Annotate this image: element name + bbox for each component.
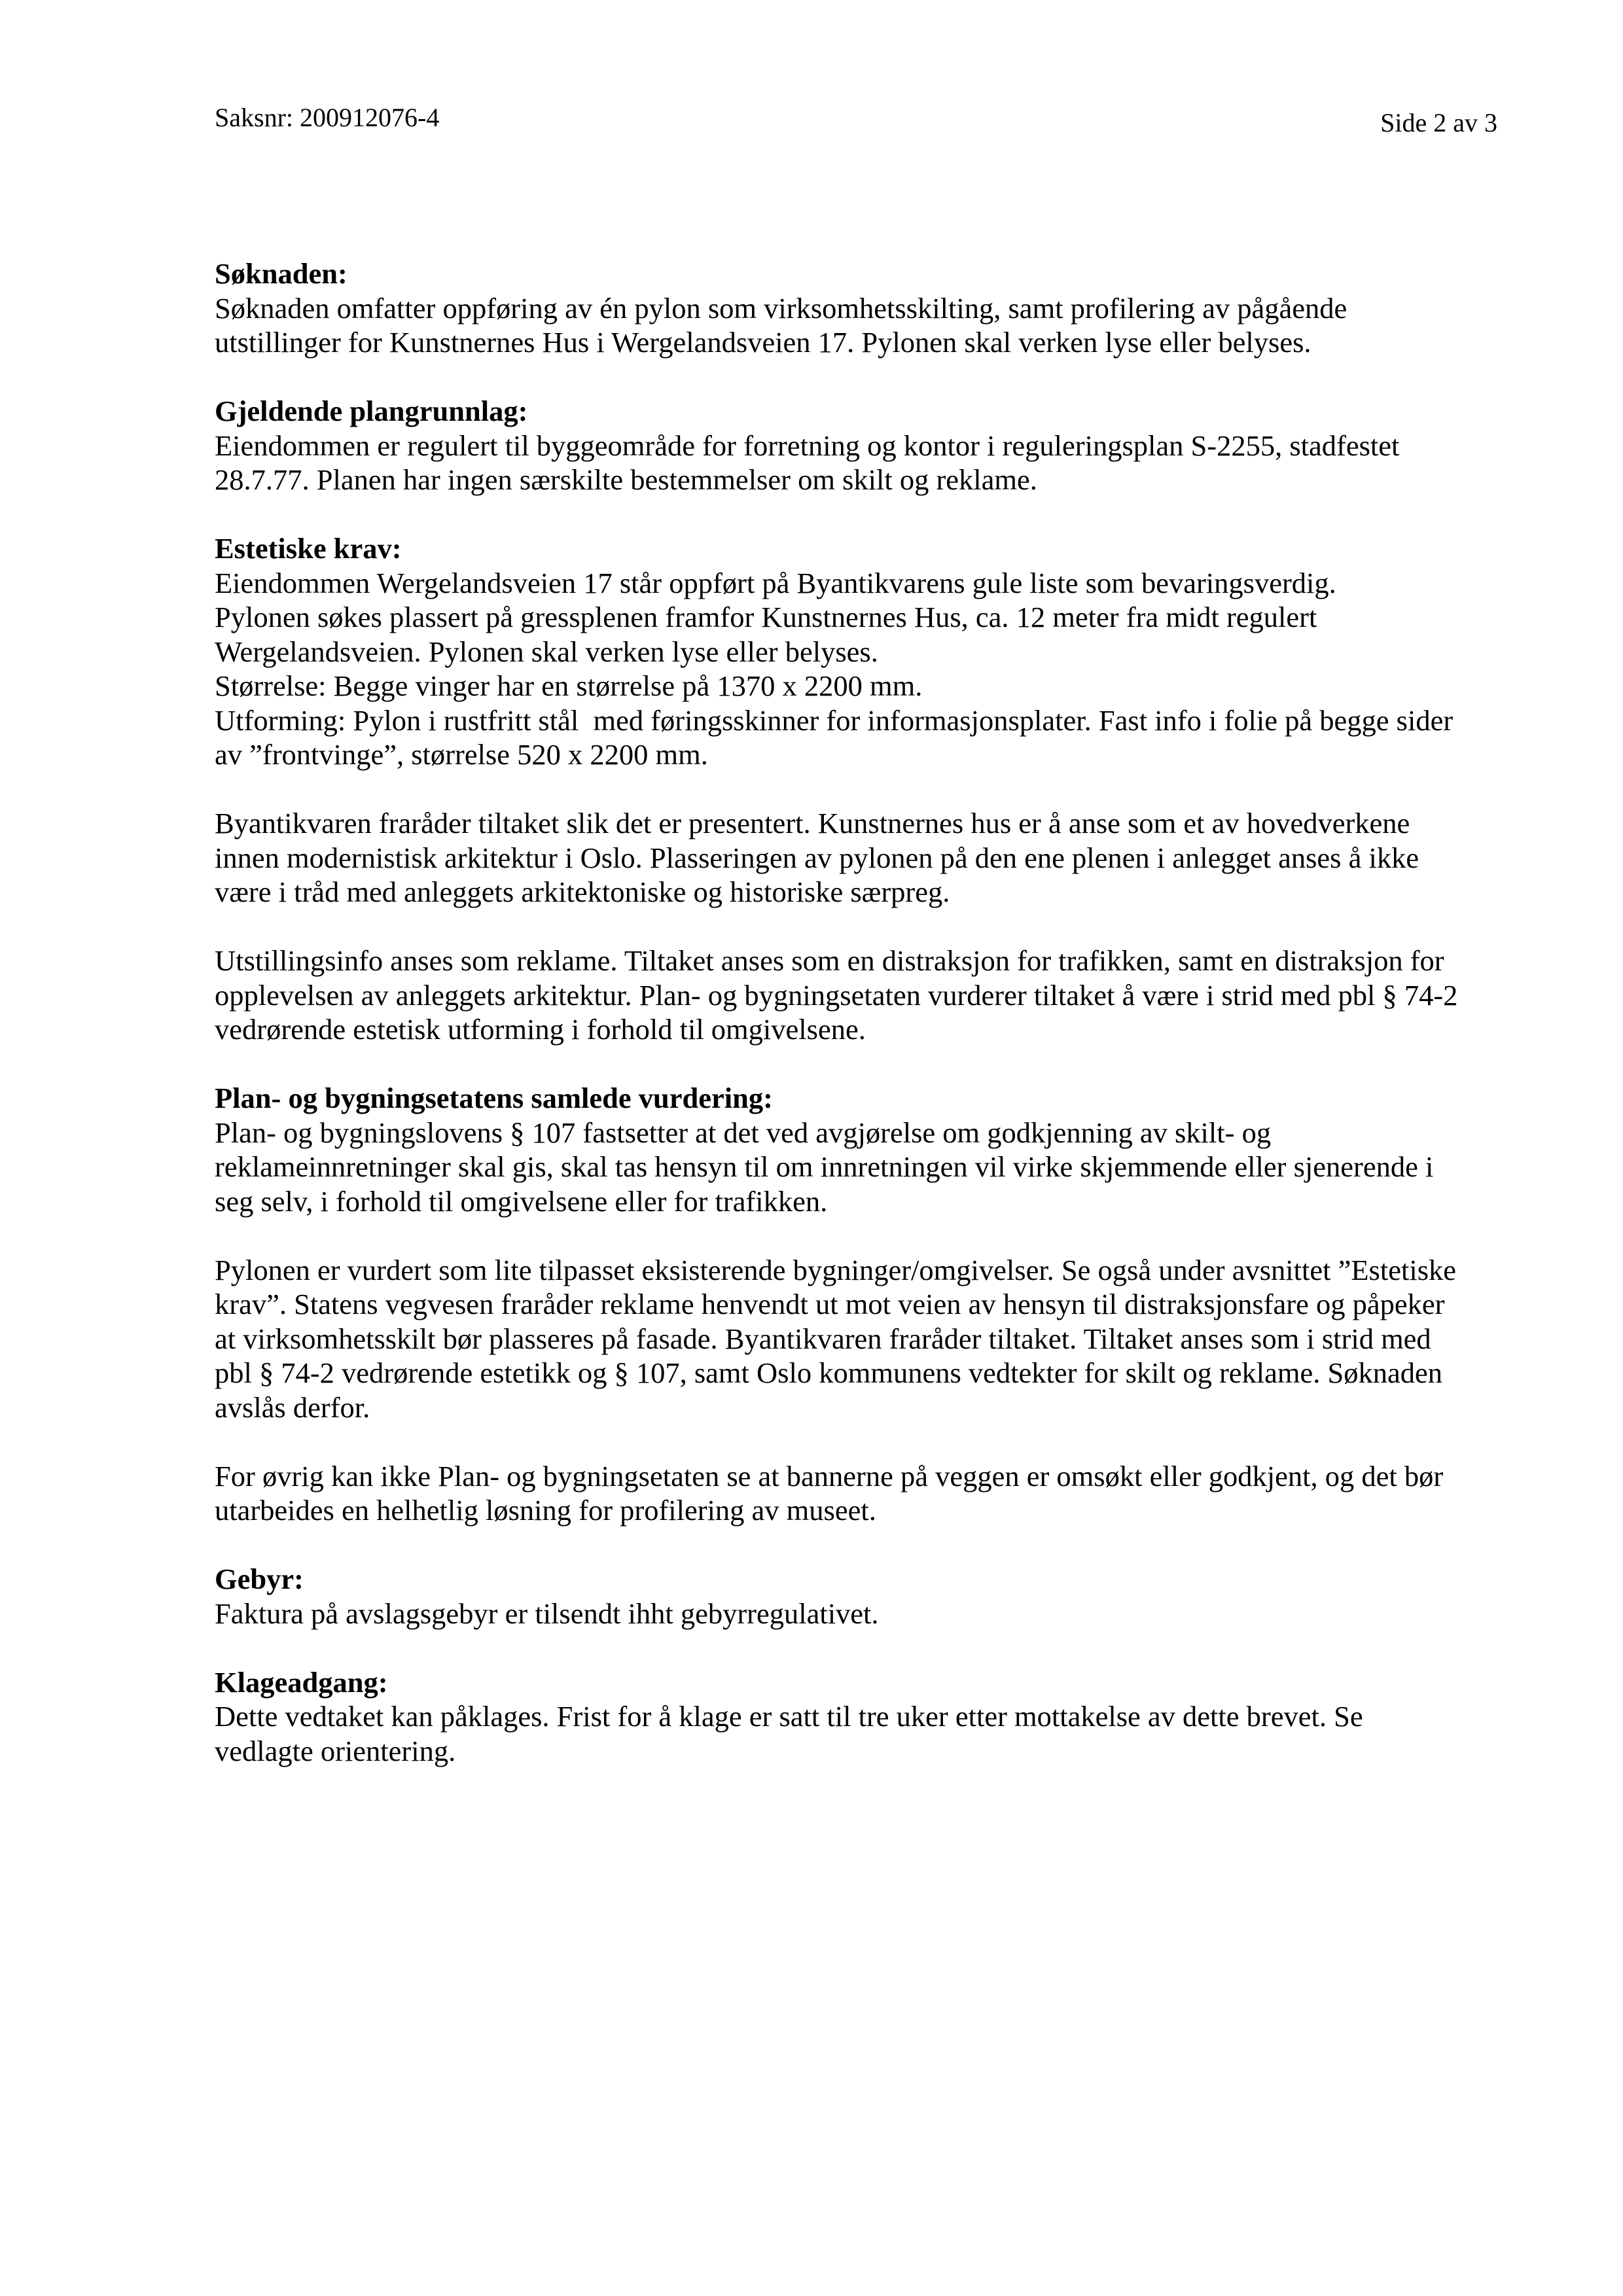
section xyxy=(215,256,1491,360)
paragraph-line: avslås derfor. xyxy=(215,1390,370,1424)
paragraph-line: krav”. Statens vegvesen fraråder reklame henvendt ut mot veien av hensyn til distraksjonsfare og påpeker xyxy=(215,1288,1445,1320)
paragraph-line: Pylonen søkes plassert på gressplenen framfor Kunstnernes Hus, ca. 12 meter fra midt regulert xyxy=(215,601,1317,633)
paragraph-line: reklameinnretninger skal gis, skal tas hensyn til om innretningen vil virke skjemmende eller sjenerende i xyxy=(215,1150,1434,1183)
paragraph-line: Wergelandsveien. Pylonen skal verken lyse eller belyses. xyxy=(215,635,878,668)
paragraph-line: Pylonen er vurdert som lite tilpasset eksisterende bygninger/omgivelser. Se også under avsnittet ”Estetiske xyxy=(215,1253,1457,1286)
section xyxy=(215,1081,1491,1218)
section-heading: Plan- og bygningsetatens samlede vurdering: xyxy=(215,1082,773,1114)
paragraph-line: vedrørende estetisk utforming i forhold til omgivelsene. xyxy=(215,1013,866,1046)
paragraph-line: Plan- og bygningslovens § 107 fastsetter at det ved avgjørelse om godkjenning av skilt- og xyxy=(215,1116,1272,1149)
section xyxy=(215,806,1491,910)
paragraph-line: opplevelsen av anleggets arkitektur. Plan- og bygningsetaten vurderer tiltaket å være i strid med pbl § 74-2 xyxy=(215,978,1458,1012)
section-heading: Søknaden: xyxy=(215,257,348,290)
section xyxy=(215,1665,1491,1769)
section-heading: Estetiske krav: xyxy=(215,532,402,565)
section xyxy=(215,1562,1491,1631)
document-body xyxy=(215,256,1491,1803)
section-heading: Gjeldende plangrunnlag: xyxy=(215,395,528,427)
section-heading: Gebyr: xyxy=(215,1563,304,1595)
paragraph-line: Størrelse: Begge vinger har en størrelse på 1370 x 2200 mm. xyxy=(215,669,923,702)
paragraph-line: at virksomhetsskilt bør plasseres på fasade. Byantikvaren fraråder tiltaket. Tiltaket anses som i strid med xyxy=(215,1322,1431,1355)
section xyxy=(215,394,1491,497)
paragraph-line: innen modernistisk arkitektur i Oslo. Plasseringen av pylonen på den ene plenen i anlegget anses å ikke xyxy=(215,841,1419,874)
section xyxy=(215,531,1491,772)
paragraph-line: Eiendommen Wergelandsveien 17 står oppført på Byantikvarens gule liste som bevaringsverdig. xyxy=(215,566,1336,599)
paragraph-line: Byantikvaren fraråder tiltaket slik det er presentert. Kunstnernes hus er å anse som et av hovedverkene xyxy=(215,807,1410,839)
paragraph-line: vedlagte orientering. xyxy=(215,1734,456,1767)
paragraph-line: Utforming: Pylon i rustfritt stål med føringsskinner for informasjonsplater. Fast info i folie på begge sider xyxy=(215,703,1454,737)
paragraph-line: Utstillingsinfo anses som reklame. Tiltaket anses som en distraksjon for trafikken, samt en distraksjon for xyxy=(215,944,1444,977)
section xyxy=(215,944,1491,1047)
paragraph-line: Dette vedtaket kan påklages. Frist for å klage er satt til tre uker etter mottakelse av dette brevet. Se xyxy=(215,1700,1363,1733)
paragraph-line: 28.7.77. Planen har ingen særskilte bestemmelser om skilt og reklame. xyxy=(215,463,1037,496)
case-number: Saksnr: 200912076-4 xyxy=(215,103,440,132)
paragraph-line: For øvrig kan ikke Plan- og bygningsetaten se at bannerne på veggen er omsøkt eller godkjent, og det bør xyxy=(215,1459,1444,1492)
section xyxy=(215,1459,1491,1528)
paragraph-line: av ”frontvinge”, størrelse 520 x 2200 mm. xyxy=(215,738,708,771)
paragraph-line: Faktura på avslagsgebyr er tilsendt ihht gebyrregulativet. xyxy=(215,1597,879,1630)
section-heading: Klageadgang: xyxy=(215,1665,388,1699)
paragraph-line: utstillinger for Kunstnernes Hus i Wergelandsveien 17. Pylonen skal verken lyse eller belyses. xyxy=(215,326,1311,359)
paragraph-line: Eiendommen er regulert til byggeområde for forretning og kontor i reguleringsplan S-2255, stadfestet xyxy=(215,429,1400,462)
page-number: Side 2 av 3 xyxy=(1380,108,1497,137)
paragraph-line: pbl § 74-2 vedrørende estetikk og § 107, samt Oslo kommunens vedtekter for skilt og reklame. Søknaden xyxy=(215,1356,1443,1389)
paragraph-line: være i tråd med anleggets arkitektoniske og historiske særpreg. xyxy=(215,875,950,908)
paragraph-line: seg selv, i forhold til omgivelsene eller for trafikken. xyxy=(215,1184,828,1218)
paragraph-line: utarbeides en helhetlig løsning for profilering av museet. xyxy=(215,1494,876,1527)
section xyxy=(215,1253,1491,1425)
paragraph-line: Søknaden omfatter oppføring av én pylon som virksomhetsskilting, samt profilering av pågående xyxy=(215,291,1347,325)
